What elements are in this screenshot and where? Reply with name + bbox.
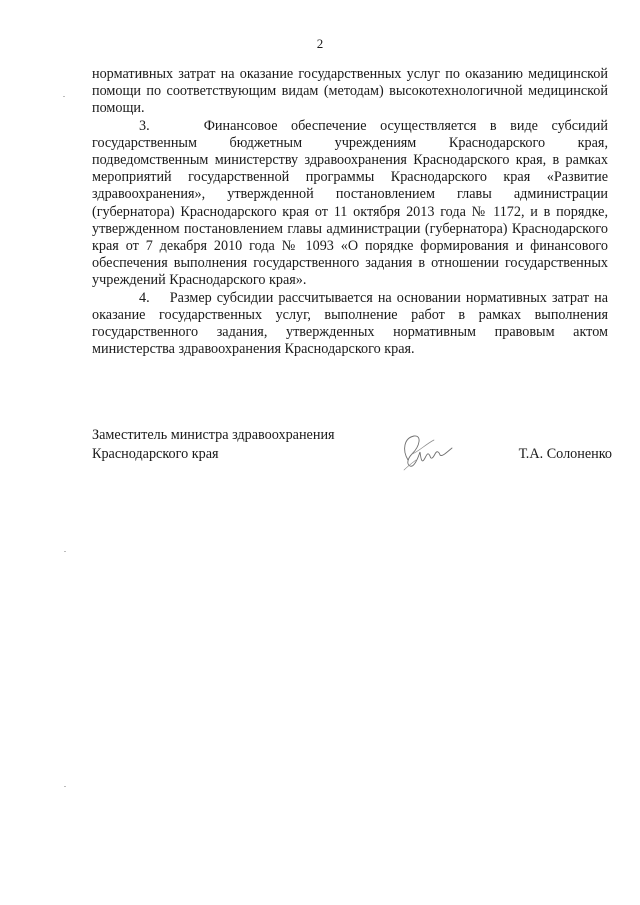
signatory-name: Т.А. Солоненко — [518, 446, 612, 462]
paragraph-4: 4. Размер субсидии рассчитывается на основании нормативных затрат на оказание государственных услуг, выполнение работ в рамках выполнения государственного задания, утвержденных нормативным правовым актом министерства здравоохранения Краснодарского края. — [92, 289, 608, 358]
signatory-title-line2: Краснодарского края — [92, 446, 219, 462]
document-body — [92, 66, 608, 358]
signatory-title-line1: Заместитель министра здравоохранения — [92, 427, 335, 443]
margin-mark — [64, 786, 66, 787]
signature-block — [92, 426, 612, 476]
margin-mark — [64, 551, 66, 552]
paragraph-3: 3. Финансовое обеспечение осуществляется в виде субсидий государственным бюджетным учреждениям Краснодарского края, подведомственным министерству здравоохранения Краснодарского края, в рамках мероприятий государственной программы Краснодарского края «Развитие здравоохранения», утвержденной постановлением главы администрации (губернатора) Краснодарского края от 11 октября 2013 года № 1172, и в порядке, утвержденном постановлением главы администрации (губернатора) Краснодарского края от 7 декабря 2010 года № 1093 «О порядке формирования и финансового обеспечения выполнения государственного задания в отношении государственных учреждений Краснодарского края». — [92, 117, 608, 289]
handwritten-signature — [394, 430, 464, 476]
signatory-title — [92, 426, 335, 464]
margin-mark — [63, 96, 65, 97]
page-number: 2 — [316, 36, 324, 51]
paragraph-continuation: нормативных затрат на оказание государственных услуг по оказанию медицинской помощи по соответствующим видам (методам) высокотехнологичной медицинской помощи. — [92, 66, 608, 117]
